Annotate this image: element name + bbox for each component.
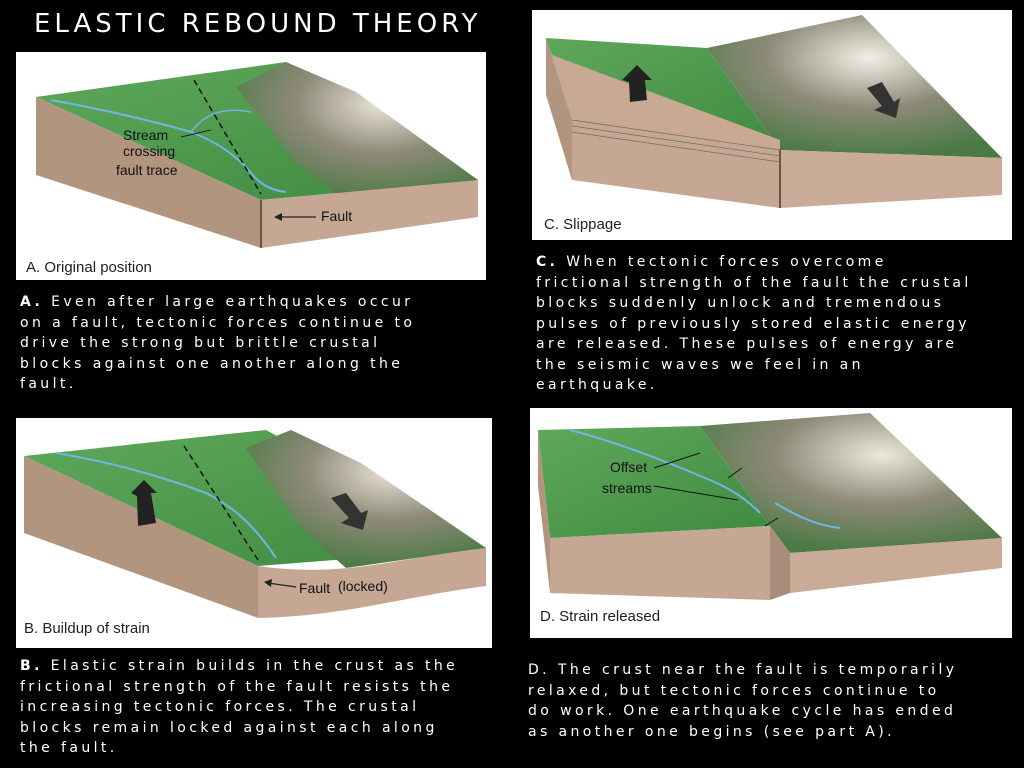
panel-a-line-4: blocks against one another along the [20, 355, 404, 372]
panel-b-line-2: frictional strength of the fault resists the [20, 678, 454, 695]
stream-label: Stream [123, 127, 169, 143]
panel-c-line-1: When tectonic forces overcome [566, 254, 887, 270]
panel-c-letter: C. [536, 254, 559, 270]
panel-c-illustration [532, 10, 1012, 240]
panel-b-line-4: blocks remain locked against each along [20, 719, 438, 736]
panel-a-caption: A. Original position [26, 259, 152, 276]
panel-d-line-1: D. The crust near the fault is temporarily [528, 662, 958, 678]
panel-b-line-1: Elastic strain builds in the crust as the [50, 658, 459, 674]
panel-c-description [536, 252, 972, 396]
panel-b-illustration [16, 418, 492, 648]
panel-c-caption: C. Slippage [544, 216, 622, 233]
panel-d-line-3: do work. One earthquake cycle has ended [528, 703, 957, 719]
panel-d-line-2: relaxed, but tectonic forces continue to [528, 682, 940, 699]
panel-a-line-2: on a fault, tectonic forces continue to [20, 314, 416, 331]
panel-d-description [528, 660, 957, 742]
panel-d-line-4: as another one begins (see part A). [528, 723, 896, 740]
locked-label: (locked) [338, 578, 388, 594]
fault-label-b: Fault [299, 580, 331, 596]
panel-c-line-4: pulses of previously stored elastic energy [536, 315, 970, 332]
panel-a-line-5: fault. [20, 376, 77, 392]
panel-b-line-5: the fault. [20, 740, 118, 756]
panel-c-line-3: blocks suddenly unlock and tremendous [536, 295, 945, 311]
offset-label: Offset [610, 459, 648, 475]
crossing-label: crossing [123, 143, 176, 159]
panel-b-letter: B. [20, 658, 43, 674]
panel-a-line-1: Even after large earthquakes occur [51, 294, 414, 310]
fault-trace-label: fault trace [116, 162, 178, 178]
streams-label: streams [602, 480, 652, 496]
page-title: ELASTIC REBOUND THEORY [34, 9, 482, 39]
panel-c-line-2: frictional strength of the fault the crustal [536, 274, 972, 291]
panel-b-line-3: increasing tectonic forces. The crustal [20, 699, 420, 715]
panel-a-letter: A. [20, 294, 44, 310]
panel-a-illustration [16, 52, 486, 280]
panel-b-caption: B. Buildup of strain [24, 620, 150, 637]
panel-d-illustration [530, 408, 1012, 638]
panel-d-caption: D. Strain released [540, 608, 661, 625]
fault-label: Fault [321, 208, 353, 224]
panel-a-line-3: drive the strong but brittle crustal [20, 335, 381, 351]
panel-b-description [20, 656, 458, 759]
panel-a-description [20, 292, 415, 395]
panel-c-line-5: are released. These pulses of energy are [536, 336, 958, 352]
panel-c-line-6: the seismic waves we feel in an [536, 356, 864, 373]
panel-c-line-7: earthquake. [536, 377, 658, 393]
